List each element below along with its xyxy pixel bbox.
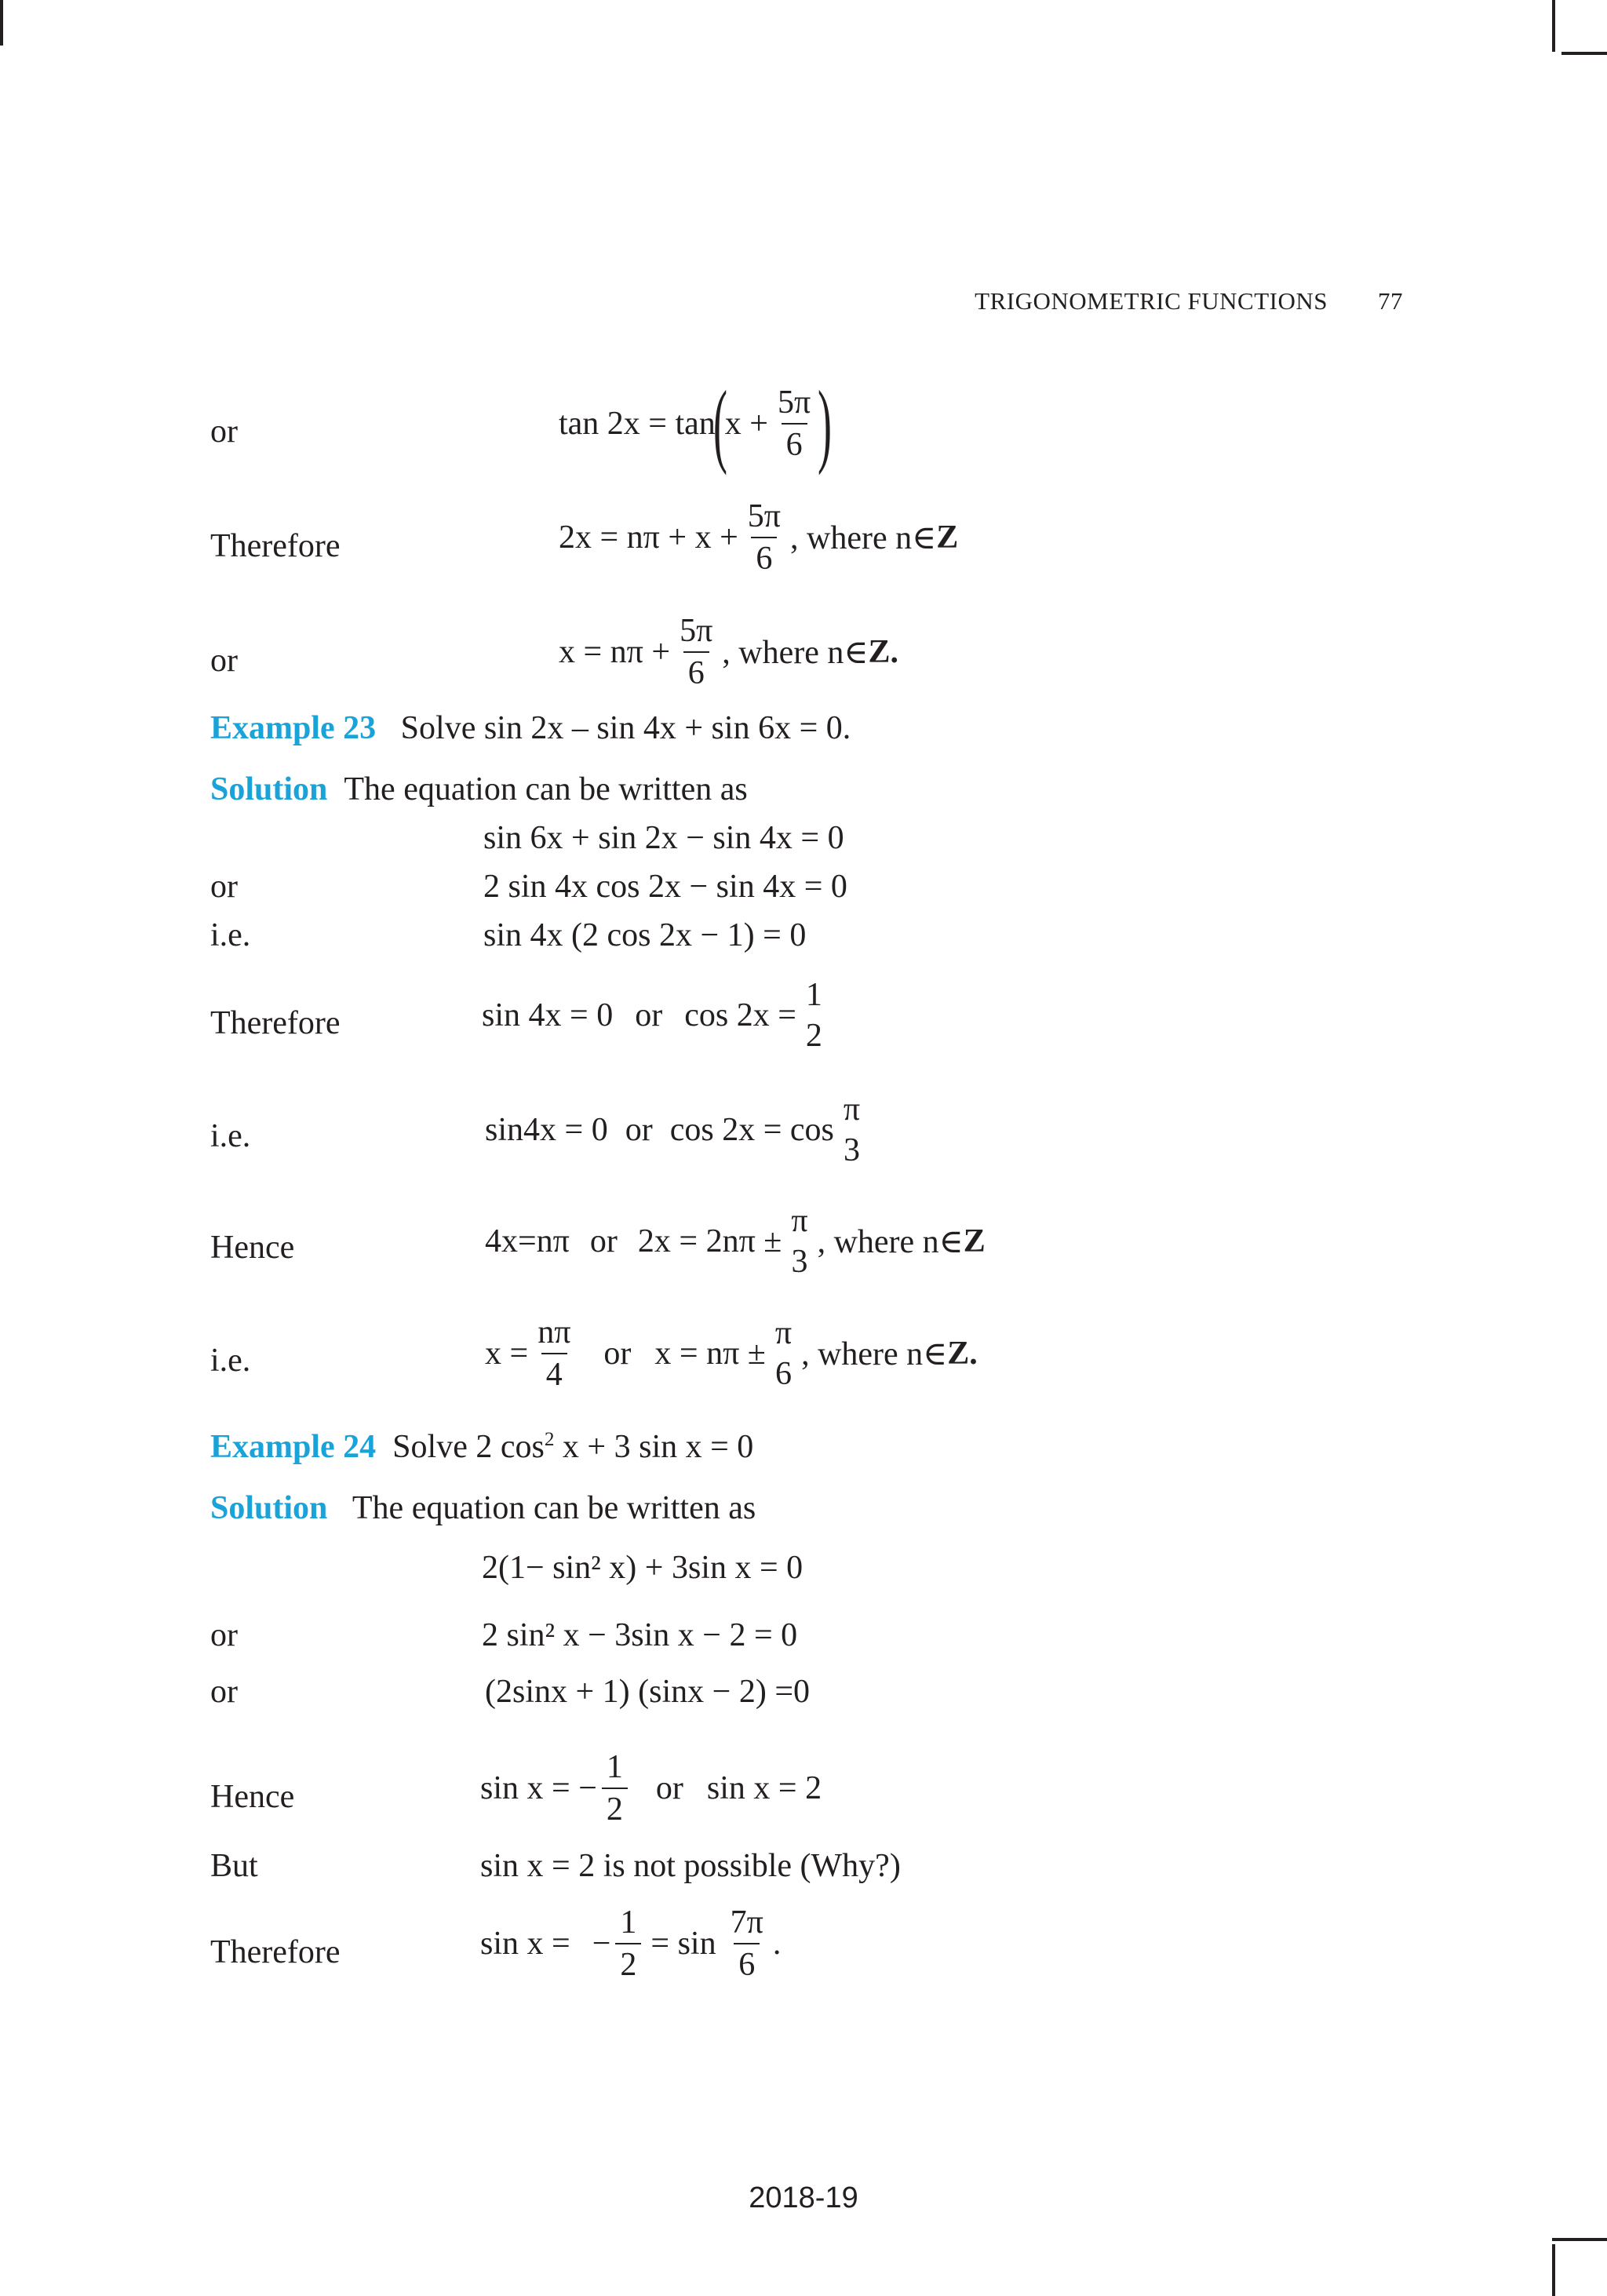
numerator: π xyxy=(843,1092,861,1128)
integer-set: Z xyxy=(936,519,959,556)
equation-2x xyxy=(559,499,958,576)
denominator: 6 xyxy=(782,423,807,462)
numerator: 5π xyxy=(680,613,713,649)
eq-text: sin x = − xyxy=(480,1770,597,1807)
denominator: 2 xyxy=(602,1788,628,1827)
eq-or: or xyxy=(625,1112,653,1149)
label-therefore: Therefore xyxy=(210,1005,341,1041)
eq-text: tan 2x = tan xyxy=(559,406,716,442)
numerator: nπ xyxy=(537,1314,571,1350)
crop-mark-bottom-right-v xyxy=(1552,2244,1555,2296)
fraction xyxy=(615,1905,641,1982)
denominator: 6 xyxy=(683,651,709,691)
fraction xyxy=(602,1750,628,1827)
label-or: or xyxy=(210,869,238,905)
fraction xyxy=(533,1315,575,1392)
eq-text: 2x = nπ + x + xyxy=(559,519,738,556)
label-or: or xyxy=(210,414,238,450)
example-23 xyxy=(210,709,851,747)
eq-24-5: sin x = 2 is not possible (Why?) xyxy=(480,1848,901,1884)
denominator: 3 xyxy=(791,1244,808,1281)
fraction xyxy=(786,1204,812,1279)
numerator: 1 xyxy=(606,1749,623,1785)
crop-mark-top-right-h xyxy=(1561,52,1607,55)
crop-mark-bottom-right-h xyxy=(1552,2238,1607,2241)
eq-23-4 xyxy=(482,978,832,1053)
equation-x xyxy=(559,614,898,691)
solution-text: The equation can be written as xyxy=(352,1490,756,1526)
eq-text: = sin xyxy=(650,1926,716,1963)
label-or: or xyxy=(210,1674,238,1710)
footer-year: 2018-19 xyxy=(749,2181,858,2214)
eq-23-3: sin 4x (2 cos 2x − 1) = 0 xyxy=(483,917,807,953)
crop-mark-top-left xyxy=(0,0,3,46)
numerator: π xyxy=(774,1315,793,1351)
right-paren: ) xyxy=(818,371,833,476)
fraction xyxy=(771,1316,796,1391)
label-or: or xyxy=(210,643,238,679)
page-number: 77 xyxy=(1378,287,1403,315)
fraction xyxy=(726,1905,768,1982)
eq-24-2: 2 sin² x − 3sin x − 2 = 0 xyxy=(482,1617,798,1653)
eq-text: sin4x = 0 xyxy=(485,1112,608,1149)
label-therefore: Therefore xyxy=(210,528,341,564)
solution-label: Solution xyxy=(210,1490,328,1526)
fraction xyxy=(839,1092,865,1168)
integer-set: Z. xyxy=(868,634,899,671)
eq-text: , where n∈ xyxy=(789,520,937,557)
eq-text: , where n∈ xyxy=(722,635,869,672)
label-ie: i.e. xyxy=(210,1118,251,1154)
denominator: 6 xyxy=(751,537,777,576)
eq-text: , where n∈ xyxy=(801,1336,948,1373)
solution-24 xyxy=(210,1489,756,1527)
eq-or: or xyxy=(655,1770,683,1807)
equation-tan2x xyxy=(559,371,833,476)
eq-text: x = nπ + xyxy=(559,634,671,671)
integer-set: Z xyxy=(963,1223,986,1260)
numerator: π xyxy=(791,1203,808,1239)
eq-24-3: (2sinx + 1) (sinx − 2) =0 xyxy=(485,1674,811,1710)
numerator: 7π xyxy=(730,1904,763,1941)
solution-text: The equation can be written as xyxy=(344,771,748,807)
fraction xyxy=(773,385,815,462)
denominator: 4 xyxy=(541,1353,567,1392)
label-but: But xyxy=(210,1848,258,1884)
running-header xyxy=(975,287,1403,315)
fraction xyxy=(675,614,717,691)
numerator: 1 xyxy=(620,1904,637,1941)
integer-set: Z. xyxy=(947,1336,978,1372)
example-label: Example 23 xyxy=(210,710,377,746)
eq-text: sin x = xyxy=(480,1926,570,1963)
numerator: 5π xyxy=(747,498,781,534)
example-text: Solve sin 2x – sin 4x + sin 6x = 0. xyxy=(400,710,851,746)
eq-text: x + xyxy=(724,406,768,442)
solution-label: Solution xyxy=(210,771,328,807)
eq-24-4 xyxy=(480,1750,822,1827)
eq-24-1: 2(1− sin² x) + 3sin x = 0 xyxy=(482,1550,804,1586)
label-therefore: Therefore xyxy=(210,1934,341,1970)
numerator: 5π xyxy=(777,384,811,421)
exponent: 2 xyxy=(544,1429,555,1450)
eq-text: sin x = 2 xyxy=(706,1770,822,1807)
denominator: 2 xyxy=(805,1018,822,1055)
eq-or: or xyxy=(603,1336,632,1372)
eq-23-5 xyxy=(485,1092,869,1168)
denominator: 3 xyxy=(843,1132,860,1169)
label-ie: i.e. xyxy=(210,1343,251,1379)
eq-text: . xyxy=(772,1926,782,1963)
eq-23-1: sin 6x + sin 2x − sin 4x = 0 xyxy=(483,820,844,856)
fraction xyxy=(743,499,785,576)
eq-23-6 xyxy=(485,1204,986,1279)
label-hence: Hence xyxy=(210,1779,295,1815)
eq-23-7 xyxy=(485,1315,978,1392)
label-or: or xyxy=(210,1617,238,1653)
label-ie: i.e. xyxy=(210,917,251,953)
eq-text: sin 4x = 0 xyxy=(482,997,614,1034)
eq-text: − xyxy=(592,1926,611,1963)
eq-text: 2x = 2nπ ± xyxy=(637,1223,782,1260)
eq-text: x = xyxy=(485,1336,529,1372)
crop-mark-top-right-v xyxy=(1552,0,1555,52)
eq-text: , where n∈ xyxy=(817,1224,964,1261)
header-title: TRIGONOMETRIC FUNCTIONS xyxy=(975,287,1328,315)
left-paren: ( xyxy=(712,371,727,476)
eq-text: 4x=nπ xyxy=(485,1223,570,1260)
eq-text: x = nπ ± xyxy=(654,1336,766,1372)
solution-23 xyxy=(210,771,748,808)
eq-or: or xyxy=(589,1223,618,1260)
numerator: 1 xyxy=(805,977,822,1013)
example-label: Example 24 xyxy=(210,1429,377,1465)
eq-text: cos 2x = xyxy=(684,997,796,1034)
eq-24-6 xyxy=(480,1905,781,1982)
denominator: 6 xyxy=(734,1943,760,1982)
example-24 xyxy=(210,1428,753,1466)
label-hence: Hence xyxy=(210,1230,295,1266)
eq-or: or xyxy=(635,997,663,1034)
example-text: x + 3 sin x = 0 xyxy=(554,1429,754,1465)
denominator: 2 xyxy=(615,1943,641,1982)
eq-text: cos 2x = cos xyxy=(669,1112,834,1149)
denominator: 6 xyxy=(774,1356,792,1393)
example-text: Solve 2 cos xyxy=(392,1429,545,1465)
eq-23-2: 2 sin 4x cos 2x − sin 4x = 0 xyxy=(483,869,847,905)
fraction xyxy=(801,978,827,1053)
